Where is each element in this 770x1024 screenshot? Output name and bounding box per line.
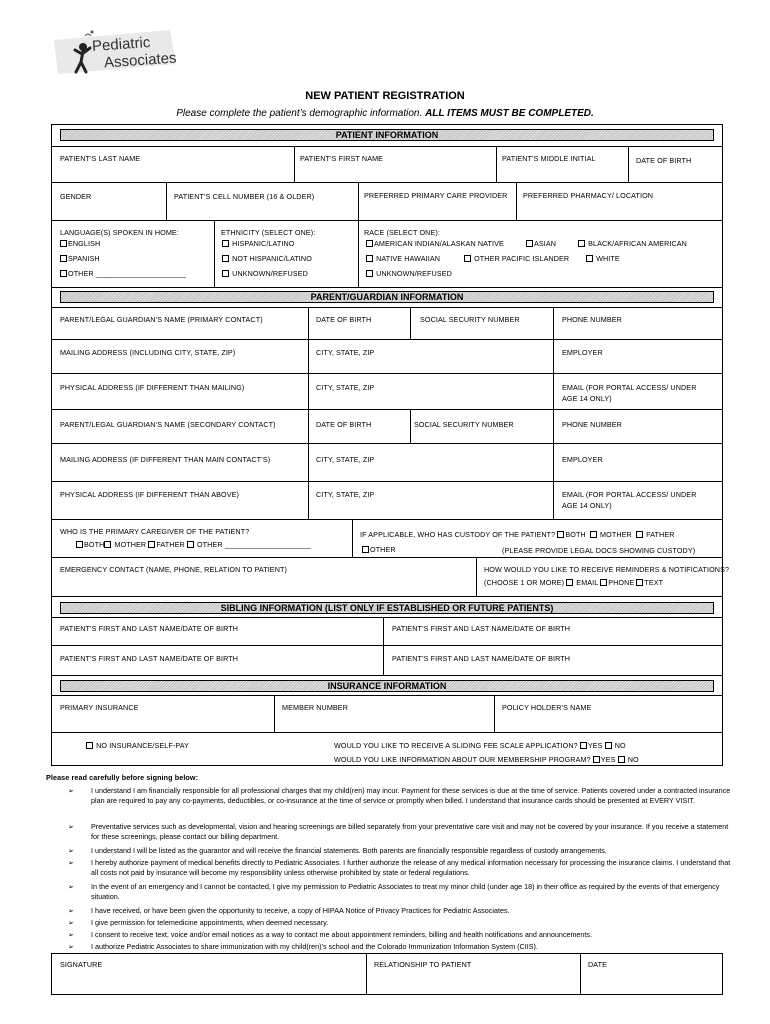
- custody-mother-checkbox[interactable]: [590, 531, 597, 538]
- patient-first-name-field[interactable]: PATIENT’S FIRST NAME: [300, 154, 384, 163]
- guardian-secondary-dob-field[interactable]: DATE OF BIRTH: [316, 420, 372, 429]
- eth-hispanic-option[interactable]: HISPANIC/LATINO: [222, 239, 294, 248]
- arrow-bullet-icon: ➢: [68, 822, 75, 831]
- caregiver-father-checkbox[interactable]: [148, 541, 155, 548]
- patient-last-name-field[interactable]: PATIENT’S LAST NAME: [60, 154, 141, 163]
- guardian-employer-field[interactable]: EMPLOYER: [562, 348, 603, 357]
- caregiver-both-checkbox[interactable]: [76, 541, 83, 548]
- section-header-patient: PATIENT INFORMATION: [60, 129, 714, 141]
- guardian-primary-dob-field[interactable]: DATE OF BIRTH: [316, 315, 372, 324]
- race-pacific-option[interactable]: OTHER PACIFIC ISLANDER: [464, 254, 569, 263]
- pcp-field[interactable]: PREFERRED PRIMARY CARE PROVIDER: [364, 191, 508, 200]
- custody-other-checkbox[interactable]: [362, 546, 369, 553]
- guardian-primary-phone-field[interactable]: PHONE NUMBER: [562, 315, 622, 324]
- race-pacific-checkbox[interactable]: [464, 255, 471, 262]
- policy-holder-field[interactable]: POLICY HOLDER’S NAME: [502, 703, 592, 712]
- patient-cell-field[interactable]: PATIENT’S CELL NUMBER (16 & OLDER): [174, 192, 315, 201]
- custody-note: (PLEASE PROVIDE LEGAL DOCS SHOWING CUSTODY): [502, 546, 696, 555]
- race-aian-checkbox[interactable]: [366, 240, 373, 247]
- consent-item-text: Preventative services such as developmental, vision and hearing screenings are billed separately from your preventative care visit and may not be covered by your insurance. If you receive a statement for these screenings, please contact our billing department.: [91, 822, 729, 841]
- guardian-primary-name-field[interactable]: PARENT/LEGAL GUARDIAN’S NAME (PRIMARY CONTACT): [60, 315, 263, 324]
- race-label: RACE (SELECT ONE):: [364, 228, 440, 237]
- race-unknown-option[interactable]: UNKNOWN/REFUSED: [366, 269, 452, 278]
- caregiver-question: WHO IS THE PRIMARY CAREGIVER OF THE PATIENT?: [60, 527, 250, 536]
- race-white-option[interactable]: WHITE: [586, 254, 620, 263]
- lang-english-checkbox[interactable]: [60, 240, 67, 247]
- signature-field[interactable]: SIGNATURE: [60, 960, 103, 969]
- consent-intro: Please read carefully before signing below:: [46, 773, 199, 782]
- no-insurance-option[interactable]: NO INSURANCE/SELF-PAY: [86, 741, 189, 750]
- date-field[interactable]: DATE: [588, 960, 608, 969]
- membership-no-checkbox[interactable]: [618, 756, 625, 763]
- arrow-bullet-icon: ➢: [68, 906, 75, 915]
- eth-not-hispanic-option[interactable]: NOT HISPANIC/LATINO: [222, 254, 312, 263]
- reminder-phone-checkbox[interactable]: [600, 579, 607, 586]
- lang-other-option[interactable]: OTHER ______________________: [60, 269, 186, 278]
- consent-item-text: I authorize Pediatric Associates to share immunization with my child(ren)’s school and the Colorado Immunization Information System (CIIS).: [91, 942, 538, 951]
- caregiver-mother-checkbox[interactable]: [104, 541, 111, 548]
- race-asian-option[interactable]: ASIAN: [526, 239, 556, 248]
- section-header-guardian: PARENT/GUARDIAN INFORMATION: [60, 291, 714, 303]
- reminders-options: (CHOOSE 1 OR MORE) EMAIL PHONE TEXT: [484, 578, 664, 587]
- page-title: NEW PATIENT REGISTRATION: [305, 90, 465, 102]
- guardian-mailing-field[interactable]: MAILING ADDRESS (INCLUDING CITY, STATE, ZIP): [60, 348, 236, 357]
- sliding-yes-checkbox[interactable]: [580, 742, 587, 749]
- custody-question: IF APPLICABLE, WHO HAS CUSTODY OF THE PATIENT? BOTH MOTHER FATHER: [360, 530, 675, 539]
- sliding-fee-question: WOULD YOU LIKE TO RECEIVE A SLIDING FEE SCALE APPLICATION? YES NO: [334, 741, 626, 750]
- race-hawaiian-checkbox[interactable]: [366, 255, 373, 262]
- lang-english-option[interactable]: ENGLISH: [60, 239, 100, 248]
- guardian-email-field-line2: AGE 14 ONLY): [562, 394, 612, 403]
- page-subtitle: [0, 108, 770, 119]
- guardian-secondary-name-field[interactable]: PARENT/LEGAL GUARDIAN’S NAME (SECONDARY CONTACT): [60, 420, 276, 429]
- membership-yes-checkbox[interactable]: [593, 756, 600, 763]
- race-white-checkbox[interactable]: [586, 255, 593, 262]
- custody-father-checkbox[interactable]: [636, 531, 643, 538]
- race-hawaiian-option[interactable]: NATIVE HAWAIIAN: [366, 254, 440, 263]
- race-black-option[interactable]: BLACK/AFRICAN AMERICAN: [578, 239, 687, 248]
- guardian-email2-field-line2: AGE 14 ONLY): [562, 501, 612, 510]
- guardian-email2-field-line1[interactable]: EMAIL (FOR PORTAL ACCESS/ UNDER: [562, 490, 697, 499]
- gender-field[interactable]: GENDER: [60, 192, 92, 201]
- subtitle-bold: ALL ITEMS MUST BE COMPLETED.: [425, 108, 594, 119]
- sibling-2-field[interactable]: PATIENT’S FIRST AND LAST NAME/DATE OF BIRTH: [392, 624, 571, 633]
- emergency-contact-field[interactable]: EMERGENCY CONTACT (NAME, PHONE, RELATION TO PATIENT): [60, 565, 287, 574]
- consent-item-text: In the event of an emergency and I cannot be contacted, I give my permission to Pediatric Associates to treat my minor child (under age 18) in their office as required by the events of that emergency situation.: [91, 882, 720, 901]
- reminder-email-checkbox[interactable]: [566, 579, 573, 586]
- guardian-physical2-city-field[interactable]: CITY, STATE, ZIP: [316, 490, 375, 499]
- guardian-mailing2-city-field[interactable]: CITY, STATE, ZIP: [316, 455, 375, 464]
- member-number-field[interactable]: MEMBER NUMBER: [282, 703, 348, 712]
- lang-spanish-option[interactable]: SPANISH: [60, 254, 100, 263]
- eth-unknown-option[interactable]: UNKNOWN/REFUSED: [222, 269, 308, 278]
- no-insurance-checkbox[interactable]: [86, 742, 93, 749]
- eth-unknown-checkbox[interactable]: [222, 270, 229, 277]
- arrow-bullet-icon: ➢: [68, 882, 75, 891]
- eth-not-hispanic-checkbox[interactable]: [222, 255, 229, 262]
- subtitle-normal: Please complete the patient’s demographic information.: [176, 108, 423, 119]
- section-header-insurance: INSURANCE INFORMATION: [60, 680, 714, 692]
- sibling-1-field[interactable]: PATIENT’S FIRST AND LAST NAME/DATE OF BIRTH: [60, 624, 239, 633]
- consent-item-text: I consent to receive text, voice and/or email notices as a way to contact me about appointment reminders, billing and health notifications and announcements.: [91, 930, 593, 939]
- arrow-bullet-icon: ➢: [68, 858, 75, 867]
- arrow-bullet-icon: ➢: [68, 930, 75, 939]
- logo: [48, 22, 188, 82]
- guardian-email-field-line1[interactable]: EMAIL (FOR PORTAL ACCESS/ UNDER: [562, 383, 697, 392]
- race-asian-checkbox[interactable]: [526, 240, 533, 247]
- guardian-mailing2-field[interactable]: MAILING ADDRESS (IF DIFFERENT THAN MAIN CONTACT’S): [60, 455, 271, 464]
- eth-hispanic-checkbox[interactable]: [222, 240, 229, 247]
- sibling-3-field[interactable]: PATIENT’S FIRST AND LAST NAME/DATE OF BIRTH: [60, 654, 239, 663]
- sliding-no-checkbox[interactable]: [605, 742, 612, 749]
- consent-item-text: I understand I am financially responsible for all professional charges that my child(ren) may incur. Payment for these services is due at the time of service. Patients covered under a contracted insurance plan are required to pay any co-payments, deductibles, or co-insurance at the time of service or promptly when billed. I understand that insurance cards should be presented at EVERY VISIT.: [91, 786, 731, 805]
- reminder-text-checkbox[interactable]: [636, 579, 643, 586]
- arrow-bullet-icon: ➢: [68, 846, 75, 855]
- primary-insurance-field[interactable]: PRIMARY INSURANCE: [60, 703, 139, 712]
- logo-line1: Pediatric: [91, 33, 151, 56]
- sibling-4-field[interactable]: PATIENT’S FIRST AND LAST NAME/DATE OF BIRTH: [392, 654, 571, 663]
- guardian-mailing-city-field[interactable]: CITY, STATE, ZIP: [316, 348, 375, 357]
- guardian-secondary-ssn-field[interactable]: SOCIAL SECURITY NUMBER: [414, 420, 514, 429]
- guardian-primary-ssn-field[interactable]: SOCIAL SECURITY NUMBER: [420, 315, 520, 324]
- guardian-physical-field[interactable]: PHYSICAL ADDRESS (IF DIFFERENT THAN MAILING): [60, 383, 245, 392]
- section-header-sibling: SIBLING INFORMATION (LIST ONLY IF ESTABLISHED OR FUTURE PATIENTS): [60, 602, 714, 614]
- caregiver-options: BOTH MOTHER FATHER OTHER _____________________: [76, 540, 311, 549]
- lang-other-checkbox[interactable]: [60, 270, 67, 277]
- guardian-physical2-field[interactable]: PHYSICAL ADDRESS (IF DIFFERENT THAN ABOVE): [60, 490, 239, 499]
- membership-question: WOULD YOU LIKE INFORMATION ABOUT OUR MEMBERSHIP PROGRAM? YES NO: [334, 755, 639, 764]
- consent-item-text: I hereby authorize payment of medical benefits directly to Pediatric Associates. I further authorize the release of any medical information necessary for processing the insurance claims. I understand that all costs not paid by insurance will become my responsibility unless otherwise prohibited by state or federal regulations.: [91, 858, 731, 877]
- pharmacy-field[interactable]: PREFERRED PHARMACY/ LOCATION: [523, 191, 654, 200]
- race-unknown-checkbox[interactable]: [366, 270, 373, 277]
- ethnicity-label: ETHNICITY (SELECT ONE):: [221, 228, 316, 237]
- arrow-bullet-icon: ➢: [68, 942, 75, 951]
- guardian-physical-city-field[interactable]: CITY, STATE, ZIP: [316, 383, 375, 392]
- caregiver-other-checkbox[interactable]: [187, 541, 194, 548]
- reminders-question: HOW WOULD YOU LIKE TO RECEIVE REMINDERS & NOTIFICATIONS?: [484, 565, 730, 574]
- guardian-employer2-field[interactable]: EMPLOYER: [562, 455, 603, 464]
- consent-item-text: I understand I will be listed as the guarantor and will receive the financial statements. Both parents are financially responsible regardless of custody arrangements.: [91, 846, 607, 855]
- patient-middle-initial-field[interactable]: PATIENT’S MIDDLE INITIAL: [502, 154, 596, 163]
- logo-line2: Associates: [103, 49, 178, 72]
- race-black-checkbox[interactable]: [578, 240, 585, 247]
- arrow-bullet-icon: ➢: [68, 786, 75, 795]
- lang-spanish-checkbox[interactable]: [60, 255, 67, 262]
- arrow-bullet-icon: ➢: [68, 918, 75, 927]
- consent-item-text: I have received, or have been given the opportunity to receive, a copy of HIPAA Notice of Privacy Practices for Pediatric Associates.: [91, 906, 510, 915]
- custody-other-option[interactable]: OTHER: [362, 545, 396, 554]
- custody-both-checkbox[interactable]: [557, 531, 564, 538]
- guardian-secondary-phone-field[interactable]: PHONE NUMBER: [562, 420, 622, 429]
- languages-label: LANGUAGE(S) SPOKEN IN HOME:: [60, 228, 179, 237]
- race-aian-option[interactable]: AMERICAN INDIAN/ALASKAN NATIVE: [366, 239, 504, 248]
- patient-dob-field[interactable]: DATE OF BIRTH: [636, 156, 692, 165]
- consent-item-text: I give permission for telemedicine appointments, when deemed necessary.: [91, 918, 329, 927]
- relationship-field[interactable]: RELATIONSHIP TO PATIENT: [374, 960, 472, 969]
